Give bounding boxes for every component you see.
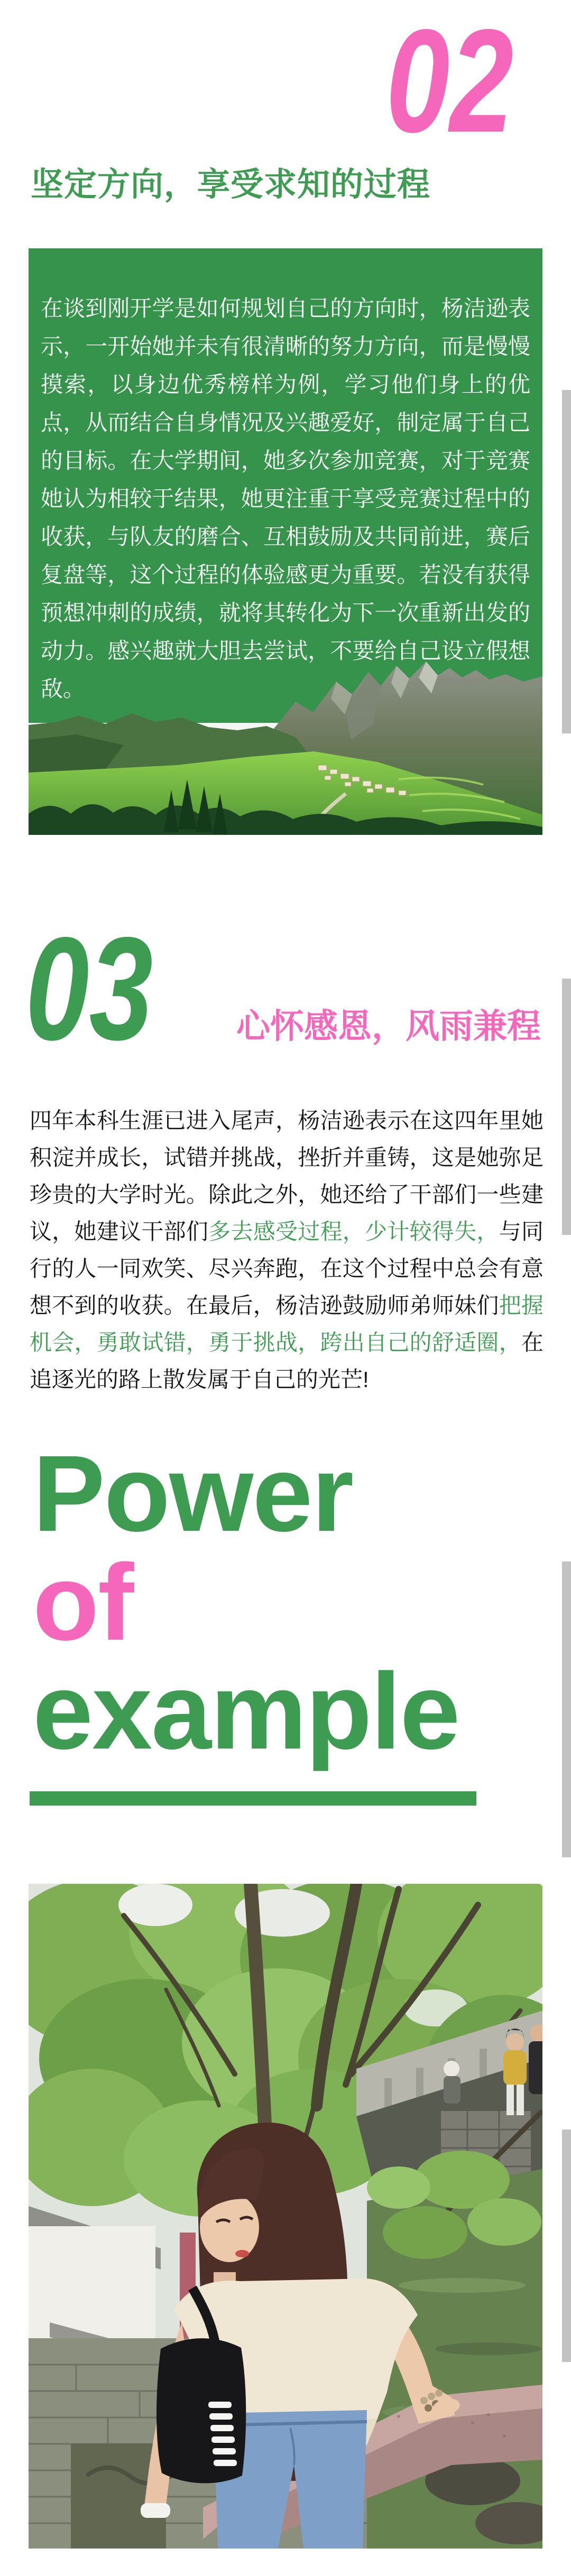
scrollbar-thumb[interactable] <box>562 1561 571 1857</box>
closing-title-underline <box>30 1791 476 1806</box>
section3-number: 03 <box>25 906 153 1071</box>
scrollbar-thumb[interactable] <box>562 390 571 733</box>
paragraph-segment-highlight: 把握机会，勇敢试错，勇于挑战，跨出自己的舒适圈， <box>30 1293 544 1355</box>
paragraph-segment: 在追逐光的路上散发属于自己的光芒! <box>30 1330 544 1392</box>
valley-photo[interactable] <box>29 661 542 835</box>
closing-title-line-1: Power <box>33 1433 353 1554</box>
section2-text-card <box>29 248 542 732</box>
closing-title-line-3: example <box>33 1651 459 1772</box>
paragraph-segment: 四年本科生涯已进入尾声，杨洁逊表示在这四年里她积淀并成长，试错并挑战，挫折并重铸，这是她弥足珍贵的大学时光。除此之外，她还给了干部们一些建议，她建议干部们 <box>30 1108 544 1244</box>
section3-paragraph <box>30 1102 544 1398</box>
section2-paragraph: 在谈到刚开学是如何规划自己的方向时，杨洁逊表示，一开始她并未有很清晰的努力方向，而是慢慢摸索，以身边优秀榜样为例，学习他们身上的优点，从而结合自身情况及兴趣爱好，制定属于自己的目标。在大学期间，她多次参加竞赛，对于竞赛她认为相较于结果，她更注重于享受竞赛过程中的收获，与队友的磨合、互相鼓励及共同前进，赛后复盘等，这个过程的体验感更为重要。若没有获得预想冲刺的成绩，就将其转化为下一次重新出发的动力。感兴趣就大胆去尝试，不要给自己设立假想敌。 <box>41 296 530 701</box>
closing-title <box>33 1433 459 1772</box>
paragraph-segment-highlight: 多去感受过程，少计较得失， <box>208 1219 499 1244</box>
closing-title-line-2: of <box>33 1542 133 1663</box>
white-wristband <box>141 2503 170 2518</box>
scrollbar-thumb[interactable] <box>562 2129 571 2362</box>
paragraph-segment: 与同行的人一同欢笑、尽兴奔跑，在这个过程中总会有意想不到的收获。在最后，杨洁逊鼓励师弟师妹们 <box>30 1219 544 1318</box>
section2-title: 坚定方向，享受求知的过程 <box>31 166 431 203</box>
scrollbar-thumb[interactable] <box>562 979 571 1235</box>
section3-subtitle: 心怀感恩，风雨兼程 <box>236 1007 541 1045</box>
section2-number: 02 <box>386 0 514 163</box>
portrait-photo[interactable] <box>29 1884 542 2549</box>
